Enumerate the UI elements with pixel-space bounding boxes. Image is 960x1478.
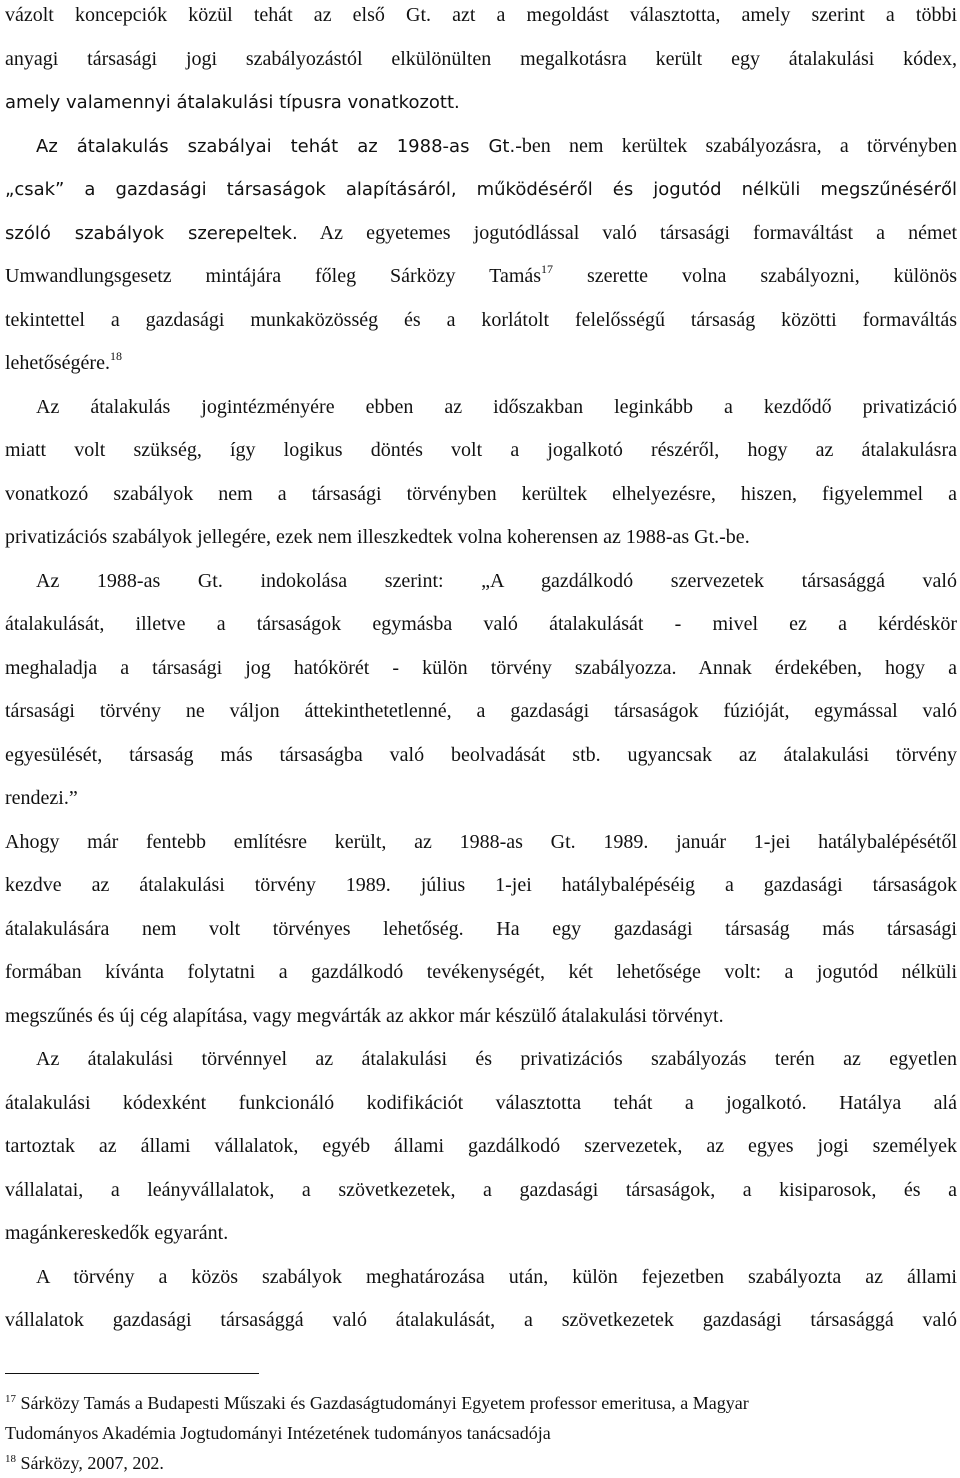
line-text: társasági törvény ne váljon áttekinthetetlenné, a gazdasági társaságok fúzióját, egymással való — [5, 700, 957, 722]
footnote-line — [5, 1388, 957, 1418]
line-text: vállalatai, a leányvállalatok, a szövetkezetek, a gazdasági társaságok, a kisiparosok, és a — [5, 1178, 957, 1201]
text-line — [5, 0, 957, 38]
text-line — [5, 560, 957, 604]
line-text: tekintettel a gazdasági munkaközösség és a korlátolt felelősségű társaság közötti formaváltás — [5, 308, 957, 331]
line-text: vállalatok gazdasági társasággá való átalakulását, a szövetkezetek gazdasági társasággá való — [5, 1309, 957, 1331]
line-text: amely valamennyi átalakulási típusra vonatkozott. — [5, 92, 460, 113]
text-line — [5, 821, 957, 865]
paragraph — [5, 125, 957, 386]
line-text: „csak” a gazdasági társaságok alapításáról, működéséről és jogutód nélküli megszűnéséről — [5, 179, 957, 200]
line-text: átalakulását, illetve a társaságok egymásba való átalakulását - mivel ez a kérdéskör — [5, 613, 957, 635]
body-text — [5, 0, 957, 1343]
footnote-text: Sárközy, 2007, 202. — [20, 1453, 164, 1473]
text-line — [5, 125, 957, 169]
line-text-continued: Az egyetemes jogutódlással való társasági formaváltást a német — [297, 221, 957, 244]
line-text-after-reference: szerette volna szabályozni, különös — [553, 265, 957, 287]
line-text: Az átalakulási törvénnyel az átalakulási és privatizációs szabályozás terén az egyetlen — [36, 1048, 957, 1070]
line-text: anyagi társasági jogi szabályozástól elkülönülten megalkotásra került egy átalakulási kódex, — [5, 47, 957, 70]
text-line — [5, 168, 957, 212]
text-line — [5, 1125, 957, 1169]
line-text: kezdve az átalakulási törvény 1989. július 1-jei hatálybalépéséig a gazdasági társaságok — [5, 874, 957, 896]
footnote-separator — [5, 1373, 259, 1374]
text-line — [5, 603, 957, 647]
text-line — [5, 734, 957, 778]
line-text: privatizációs szabályok jellegére, ezek nem illeszkedtek volna koherensen az 1988-as Gt.-be. — [5, 526, 750, 548]
line-text: vázolt koncepciók közül tehát az első Gt. azt a megoldást választotta, amely szerint a többi — [5, 4, 957, 26]
paragraph — [5, 1256, 957, 1343]
paragraph — [5, 0, 957, 125]
footnote — [5, 1388, 957, 1448]
paragraph — [5, 386, 957, 560]
text-line — [5, 212, 957, 256]
text-line — [5, 516, 957, 560]
line-text: vonatkozó szabályok nem a társasági törvényben kerültek elhelyezésre, hiszen, figyelemmel a — [5, 482, 957, 505]
line-text: átalakulására nem volt törvényes lehetőség. Ha egy gazdasági társaság más társasági — [5, 917, 957, 940]
text-line — [5, 647, 957, 691]
line-text: egyesülését, társaság más társaságba való beolvadását stb. ugyancsak az átalakulási törvény — [5, 743, 957, 766]
text-line — [5, 1082, 957, 1126]
line-text: megszűnés és új cég alapítása, vagy megvárták az akkor már készülő átalakulási törvényt. — [5, 1004, 724, 1027]
line-text: átalakulási kódexként funkcionáló kodifikációt választotta tehát a jogalkotó. Hatálya alá — [5, 1091, 957, 1114]
text-line — [5, 777, 957, 821]
footnote-number: 17 — [5, 1393, 16, 1405]
footnote-text: Sárközy Tamás a Budapesti Műszaki és Gazdaságtudományi Egyetem professor emeritusa, a Magyar — [20, 1393, 749, 1413]
line-text: rendezi.” — [5, 787, 78, 809]
footnote-number: 18 — [5, 1453, 16, 1465]
text-line — [5, 1169, 957, 1213]
text-line — [5, 690, 957, 734]
text-line — [5, 1038, 957, 1082]
document-page — [5, 0, 957, 1474]
footnotes — [5, 1388, 957, 1478]
line-text: Az 1988-as Gt. indokolása szerint: „A gazdálkodó szervezetek társasággá való — [36, 569, 957, 592]
line-text-continued: -ben nem kerültek szabályozásra, a törvényben — [515, 134, 957, 157]
text-line — [5, 429, 957, 473]
text-line — [5, 38, 957, 82]
text-line — [5, 995, 957, 1039]
line-text: tartoztak az állami vállalatok, egyéb állami gazdálkodó szervezetek, az egyes jogi személyek — [5, 1135, 957, 1157]
text-line — [5, 908, 957, 952]
text-line — [5, 386, 957, 430]
footnote-text: Tudományos Akadémia Jogtudományi Intézetének tudományos tanácsadója — [5, 1423, 551, 1443]
footnote-reference[interactable]: 17 — [541, 262, 554, 276]
line-text: Az átalakulás jogintézményére ebben az időszakban leginkább a kezdődő privatizáció — [36, 395, 957, 418]
paragraph — [5, 560, 957, 821]
footnote-reference[interactable]: 18 — [109, 349, 122, 363]
text-line — [5, 951, 957, 995]
line-text: Umwandlungsgesetz mintájára főleg Sárközy Tamás — [5, 265, 542, 287]
text-line — [5, 864, 957, 908]
footnote-line — [5, 1418, 957, 1448]
line-text: formában kívánta folytatni a gazdálkodó tevékenységét, két lehetősége volt: a jogutód nélküli — [5, 961, 957, 983]
line-text: szóló szabályok szerepeltek. — [5, 222, 298, 244]
text-line — [5, 1299, 957, 1343]
line-text: A törvény a közös szabályok meghatározása után, külön fejezetben szabályozta az állami — [36, 1265, 957, 1288]
line-text: meghaladja a társasági jog hatókörét - külön törvény szabályozza. Annak érdekében, hogy a — [5, 656, 957, 679]
line-text: miatt volt szükség, így logikus döntés volt a jogalkotó részéről, hogy az átalakulásra — [5, 439, 957, 461]
paragraph — [5, 821, 957, 1039]
line-text: Az átalakulás szabályai tehát az 1988-as Gt. — [36, 135, 516, 157]
text-line — [5, 1256, 957, 1300]
text-line — [5, 342, 957, 386]
text-line — [5, 255, 957, 299]
line-text: Ahogy már fentebb említésre került, az 1988-as Gt. 1989. január 1-jei hatálybalépésétől — [5, 830, 957, 853]
paragraph — [5, 1038, 957, 1256]
text-line — [5, 1212, 957, 1256]
line-text: lehetőségére. — [5, 352, 110, 374]
text-line — [5, 81, 957, 125]
text-line — [5, 299, 957, 343]
text-line — [5, 473, 957, 517]
line-text: magánkereskedők egyaránt. — [5, 1222, 229, 1244]
